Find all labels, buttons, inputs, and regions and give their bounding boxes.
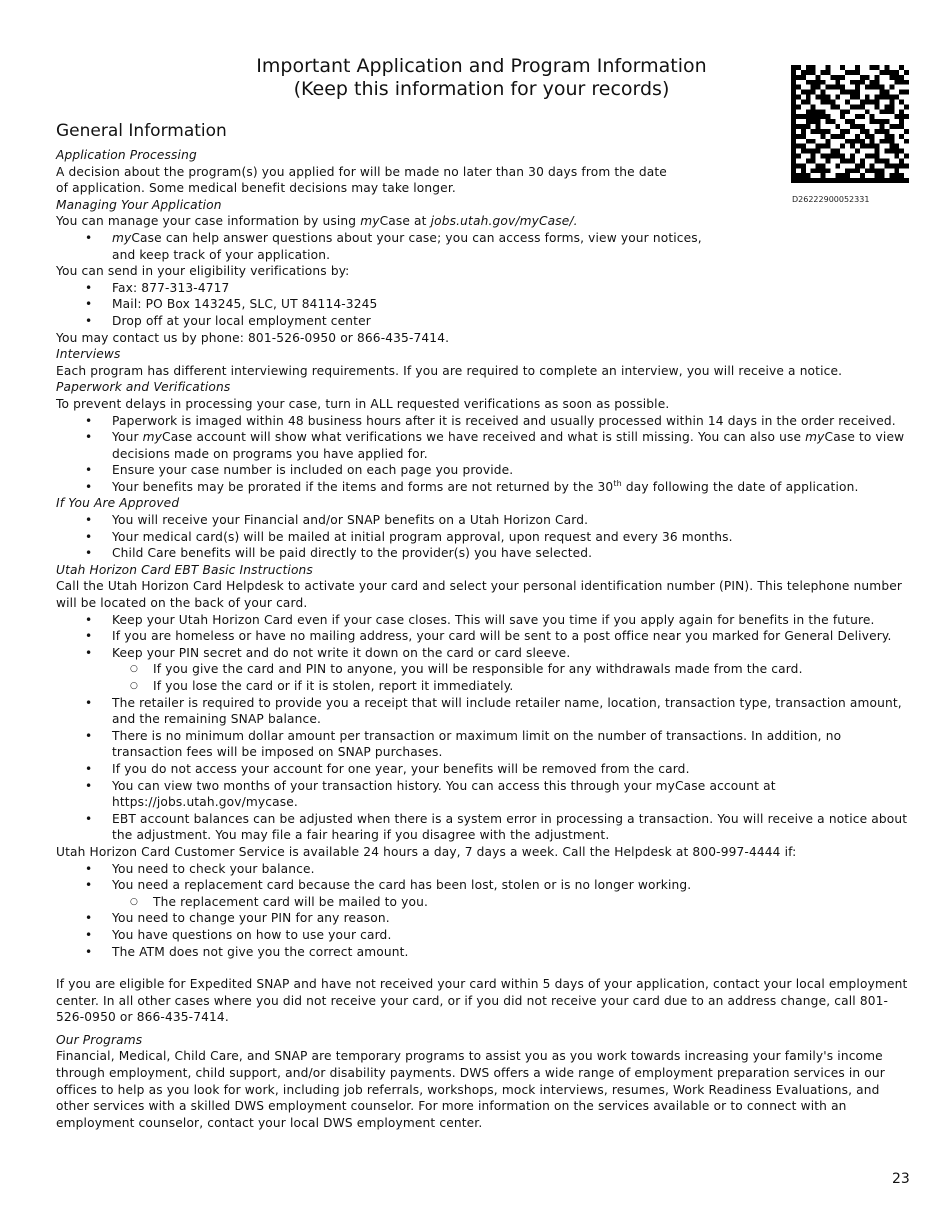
subheading-our-programs: Our Programs bbox=[56, 1032, 143, 1047]
list-item: • EBT account balances can be adjusted when there is a system error in processing a transaction. You will receive a notice about the adjustment. You may file a fair hearing if you disagree with the adjustment. bbox=[56, 811, 914, 844]
list-item: • You need to change your PIN for any reason. bbox=[56, 910, 914, 927]
title-line-1: Important Application and Program Information bbox=[256, 55, 707, 77]
list-item: • The retailer is required to provide you a receipt that will include retailer name, location, transaction type, transaction amount, and the remaining SNAP balance. bbox=[56, 695, 914, 728]
list-item: • If you do not access your account for one year, your benefits will be removed from the card. bbox=[56, 761, 914, 778]
document-body bbox=[56, 147, 914, 1131]
our-programs-text: Financial, Medical, Child Care, and SNAP are temporary programs to assist you as you work towards increasing your family's income through employment, child support, and/or disability payments. DWS offers a wide range of employment preparation services in our offices to help as you look for work, including job referrals, workshops, mock interviews, resumes, Work Readiness Evaluations, and other services with a skilled DWS employment counselor. For more information on the services available or to connect with an employment counselor, contact your local DWS employment center. bbox=[56, 1049, 885, 1130]
expedited-snap-text: If you are eligible for Expedited SNAP and have not received your card within 5 days of your application, contact your local employment center. In all other cases where you did not receive your card, or if you did not receive your card due to an address change, call 801-526-0950 or 866-435-7414. bbox=[56, 977, 908, 1025]
verifications-intro: You can send in your eligibility verifications by: bbox=[56, 264, 350, 279]
subheading-interviews: Interviews bbox=[56, 347, 121, 362]
list-item: • Your myCase account will show what verifications we have received and what is still missing. You can also use myCase to view decisions made on programs you have applied for. bbox=[56, 429, 914, 462]
list-item: • Keep your Utah Horizon Card even if your case closes. This will save you time if you apply again for benefits in the future. bbox=[56, 612, 914, 629]
list-item: • Fax: 877-313-4717 bbox=[56, 280, 914, 297]
section-heading-general: General Information bbox=[56, 121, 227, 141]
interviews-text: Each program has different interviewing requirements. If you are required to complete an interview, you will receive a notice. bbox=[56, 363, 843, 378]
customer-service-intro: Utah Horizon Card Customer Service is available 24 hours a day, 7 days a week. Call the Helpdesk at 800-997-4444 if: bbox=[56, 844, 797, 859]
subheading-application-processing: Application Processing bbox=[56, 148, 197, 162]
title-line-2: (Keep this information for your records) bbox=[293, 78, 670, 100]
contact-phone-text: You may contact us by phone: 801-526-0950 or 866-435-7414. bbox=[56, 330, 450, 345]
list-item: • Child Care benefits will be paid directly to the provider(s) you have selected. bbox=[56, 545, 914, 562]
list-item: • If you are homeless or have no mailing address, your card will be sent to a post office near you marked for General Delivery. bbox=[56, 628, 914, 645]
list-item: • Drop off at your local employment center bbox=[56, 313, 914, 330]
list-item: • You can view two months of your transaction history. You can access this through your myCase account at https://jobs.utah.gov/mycase. bbox=[56, 778, 914, 811]
list-item: • You need to check your balance. bbox=[56, 861, 914, 878]
page-number: 23 bbox=[892, 1171, 910, 1187]
subheading-managing-application: Managing Your Application bbox=[56, 197, 222, 212]
sub-list-item: ○ If you give the card and PIN to anyone, you will be responsible for any withdrawals made from the card. bbox=[112, 661, 914, 678]
list-item: • Your benefits may be prorated if the items and forms are not returned by the 30th day following the date of application. bbox=[56, 479, 914, 496]
ebt-intro: Call the Utah Horizon Card Helpdesk to activate your card and select your personal identification number (PIN). This telephone number will be located on the back of your card. bbox=[56, 579, 903, 611]
list-item: • You have questions on how to use your card. bbox=[56, 927, 914, 944]
list-item: • Paperwork is imaged within 48 business hours after it is received and usually processed within 14 days in the order received. bbox=[56, 413, 914, 430]
list-item: • Ensure your case number is included on each page you provide. bbox=[56, 462, 914, 479]
list-item: • You will receive your Financial and/or SNAP benefits on a Utah Horizon Card. bbox=[56, 512, 914, 529]
list-item: • Mail: PO Box 143245, SLC, UT 84114-3245 bbox=[56, 296, 914, 313]
application-processing-text: A decision about the program(s) you applied for will be made no later than 30 days from the date of application. Some medical benefit decisions may take longer. bbox=[56, 164, 667, 196]
barcode-id-text: D26222900052331 bbox=[792, 195, 870, 204]
paperwork-intro: To prevent delays in processing your case, turn in ALL requested verifications as soon as possible. bbox=[56, 396, 670, 411]
sub-list-item: ○ The replacement card will be mailed to you. bbox=[112, 894, 914, 911]
subheading-if-approved: If You Are Approved bbox=[56, 496, 180, 511]
list-item: • There is no minimum dollar amount per transaction or maximum limit on the number of transactions. In addition, no transaction fees will be imposed on SNAP purchases. bbox=[56, 728, 914, 761]
list-item: • The ATM does not give you the correct amount. bbox=[56, 944, 914, 961]
list-item: • Your medical card(s) will be mailed at initial program approval, upon request and every 36 months. bbox=[56, 529, 914, 546]
managing-text: You can manage your case information by using myCase at jobs.utah.gov/myCase/. bbox=[56, 214, 578, 229]
sub-list-item: ○ If you lose the card or if it is stolen, report it immediately. bbox=[112, 678, 914, 695]
list-item: • myCase can help answer questions about your case; you can access forms, view your notices, and keep track of your application. bbox=[56, 230, 724, 263]
list-item: • You need a replacement card because the card has been lost, stolen or is no longer working. ○ The replacement card will be mailed to you. bbox=[56, 877, 914, 910]
mycase-url-link[interactable]: jobs.utah.gov/myCase/. bbox=[430, 214, 578, 229]
list-item: • Keep your PIN secret and do not write it down on the card or card sleeve. ○ If you give the card and PIN to anyone, you will be responsible for any withdrawals made from the card. ○ If you lose the card or if it is stolen, report it immediately. bbox=[56, 645, 914, 695]
subheading-ebt-instructions: Utah Horizon Card EBT Basic Instructions bbox=[56, 562, 313, 577]
subheading-paperwork: Paperwork and Verifications bbox=[56, 380, 231, 395]
